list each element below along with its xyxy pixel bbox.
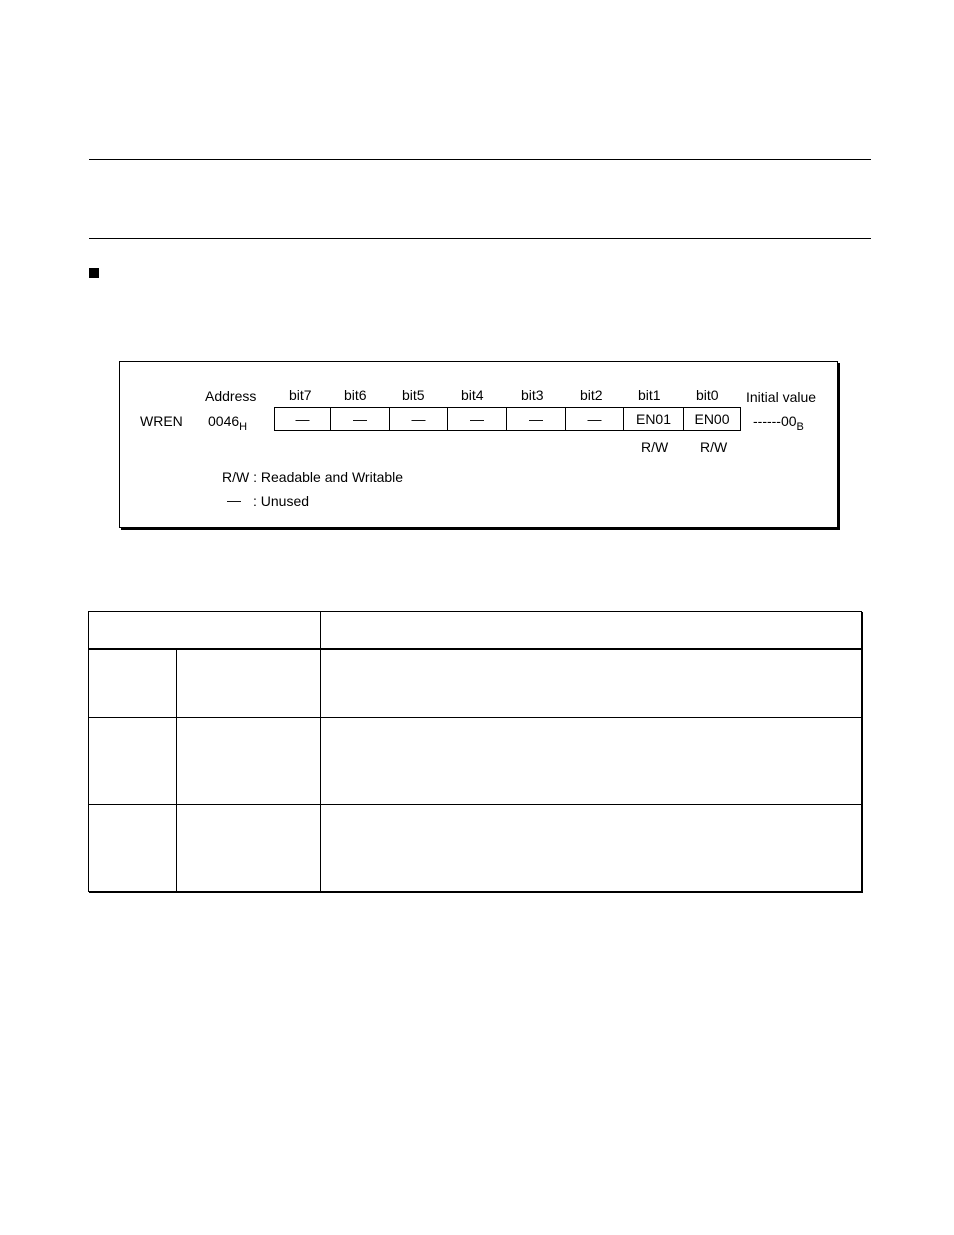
register-bit-cells — [274, 407, 741, 431]
bit-header: bit0 — [696, 387, 719, 403]
table-row-divider — [89, 717, 861, 718]
table-divider — [320, 612, 321, 891]
bit-header: bit2 — [580, 387, 603, 403]
bit-cell-7: — — [275, 408, 331, 430]
table-row-divider — [89, 804, 861, 805]
bit-header: bit5 — [402, 387, 425, 403]
address-number: 0046 — [208, 413, 240, 429]
table-header-divider — [89, 648, 861, 650]
initial-value-label: Initial value — [746, 389, 817, 405]
access-bit0: R/W — [700, 439, 728, 455]
bit-header: bit1 — [638, 387, 661, 403]
bit-header: bit3 — [521, 387, 544, 403]
address-suffix: H — [239, 421, 248, 433]
address-label: Address — [205, 388, 257, 404]
legend-unused-text: : Unused — [253, 493, 310, 509]
legend-rw: R/W : Readable and Writable — [222, 469, 404, 485]
section-bullet-icon — [89, 268, 99, 278]
table-divider — [176, 649, 177, 891]
bit-cell-5: — — [390, 408, 448, 430]
register-name: WREN — [140, 413, 183, 429]
initial-value-number: ------00 — [753, 413, 797, 429]
bit-cell-1: EN01 — [624, 408, 684, 430]
header-rule-top — [89, 159, 871, 160]
legend-unused-symbol: — — [227, 492, 241, 508]
header-rule-bottom — [89, 238, 871, 239]
bit-description-table — [88, 611, 862, 892]
address-value — [208, 413, 248, 433]
access-bit1: R/W — [641, 439, 669, 455]
bit-header: bit7 — [289, 387, 312, 403]
bit-cell-3: — — [507, 408, 566, 430]
bit-header: bit4 — [461, 387, 484, 403]
initial-value-suffix: B — [796, 421, 804, 433]
bit-header: bit6 — [344, 387, 367, 403]
bit-cell-6: — — [331, 408, 390, 430]
bit-cell-0: EN00 — [694, 411, 730, 427]
bit-cell-2: — — [566, 408, 624, 430]
initial-value — [753, 413, 804, 433]
bit-cell-4: — — [448, 408, 507, 430]
